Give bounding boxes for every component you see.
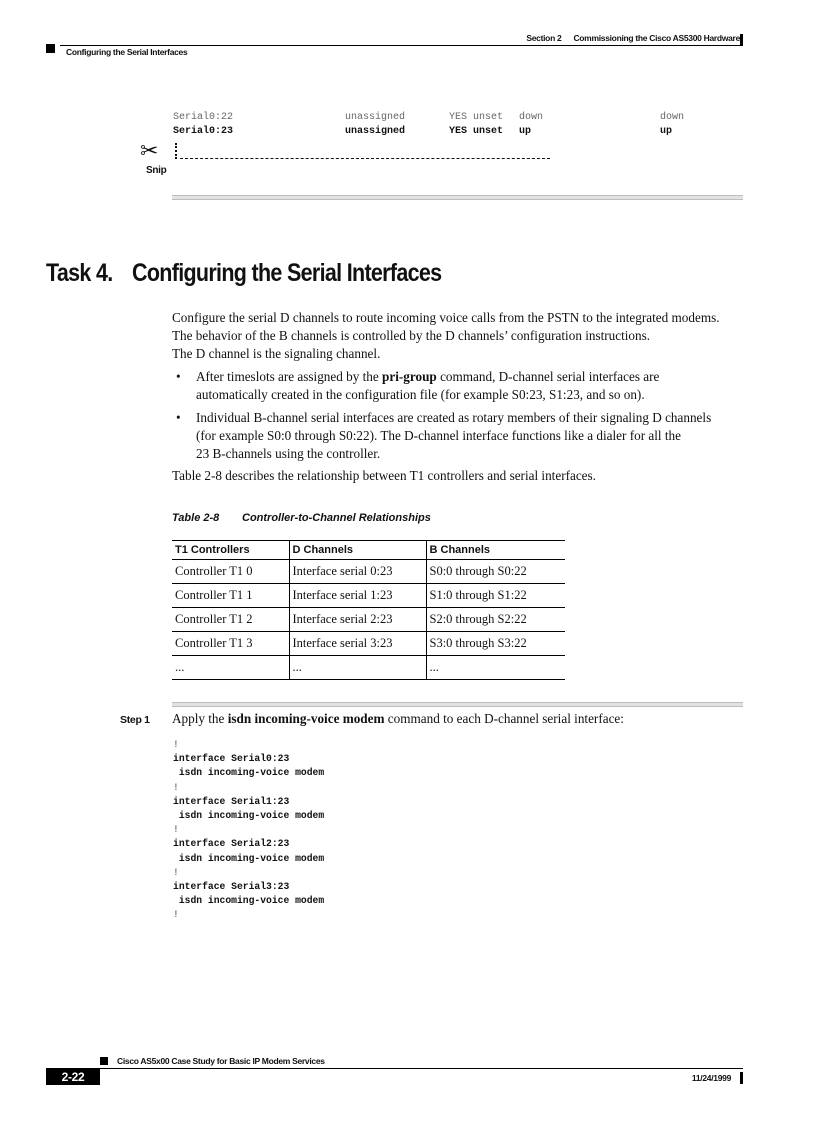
snip-dotted-line (175, 143, 179, 159)
step-divider (172, 702, 743, 707)
output-iface: Serial0:23 (173, 126, 234, 137)
code-line: ! (173, 866, 179, 878)
bullet-text (196, 368, 752, 404)
table-caption-title: Controller-to-Channel Relationships (242, 512, 431, 524)
table-row (172, 608, 565, 632)
bullet-item (172, 368, 752, 404)
snip-dashed-line (180, 158, 550, 159)
table-cell: Controller T1 0 (172, 560, 289, 584)
table-header-cell: B Channels (426, 541, 565, 560)
output-status: down (519, 112, 544, 123)
step-label: Step 1 (120, 714, 150, 726)
footer-square-marker (100, 1057, 108, 1065)
section-title: Commissioning the Cisco AS5300 Hardware (573, 33, 740, 43)
table-cell: S1:0 through S1:22 (426, 584, 565, 608)
bullet-text-segment: automatically created in the configuration file (for example S0:23, S1:23, and so on). (196, 387, 645, 402)
code-line: ! (173, 824, 179, 836)
bullet-text (196, 409, 752, 463)
output-status: up (519, 126, 532, 137)
table-cell: Controller T1 3 (172, 632, 289, 656)
bullet-text-segment: command, D-channel serial interfaces are (436, 369, 660, 384)
footer-date: 11/24/1999 (691, 1073, 731, 1083)
output-ok: YES unset (449, 126, 504, 137)
table-row (172, 584, 565, 608)
footer-rule (46, 1068, 743, 1069)
table-row (172, 560, 565, 584)
snip-marker (140, 141, 560, 181)
table-caption-number: Table 2-8 (172, 512, 220, 524)
table-cell: Controller T1 1 (172, 584, 289, 608)
page-number: 2-22 (46, 1069, 100, 1085)
code-line: isdn incoming-voice modem (173, 852, 325, 864)
bullet-mark: • (176, 410, 181, 425)
step-text-segment: command to each D-channel serial interface: (384, 711, 624, 726)
table-cell: Interface serial 3:23 (289, 632, 426, 656)
table-cell: S0:0 through S0:22 (426, 560, 565, 584)
command-name: isdn incoming-voice modem (227, 711, 385, 726)
section-divider (172, 195, 743, 200)
bullet-text-segment: (for example S0:0 through S0:22). The D-channel interface functions like a dialer for all the (196, 428, 681, 443)
table-cell: S2:0 through S2:22 (426, 608, 565, 632)
table-cell: Interface serial 2:23 (289, 608, 426, 632)
table-header-cell: T1 Controllers (172, 541, 289, 560)
code-line: interface Serial1:23 (173, 795, 290, 807)
code-line: ! (173, 909, 179, 921)
table-header-row (172, 541, 565, 560)
output-ip: unassigned (345, 126, 406, 137)
config-code-block (173, 738, 324, 923)
bullet-mark: • (176, 369, 181, 384)
bullet-text-segment: 23 B-channels using the controller. (196, 446, 381, 461)
output-protocol: down (660, 112, 685, 123)
table-cell: Interface serial 1:23 (289, 584, 426, 608)
table-cell: S3:0 through S3:22 (426, 632, 565, 656)
code-line: interface Serial0:23 (173, 753, 290, 765)
section-number: Section 2 (526, 33, 562, 43)
task-title: Configuring the Serial Interfaces (132, 259, 442, 287)
table-cell: ... (289, 656, 426, 680)
intro-line: Configure the serial D channels to route incoming voice calls from the PSTN to the integrated modems. (172, 310, 720, 325)
footer-book-title: Cisco AS5x00 Case Study for Basic IP Modem Services (117, 1056, 325, 1066)
table-intro: Table 2-8 describes the relationship between T1 controllers and serial interfaces. (172, 468, 596, 483)
code-line: interface Serial3:23 (173, 881, 290, 893)
code-line: ! (173, 781, 179, 793)
table-row (172, 632, 565, 656)
header-square-marker (46, 44, 55, 53)
code-line: isdn incoming-voice modem (173, 810, 325, 822)
output-ok: YES unset (449, 112, 504, 123)
table-cell: ... (172, 656, 289, 680)
output-ip: unassigned (345, 112, 406, 123)
bullet-text-segment: After timeslots are assigned by the (196, 369, 383, 384)
running-head: Configuring the Serial Interfaces (66, 47, 188, 57)
scissors-icon: ✂ (140, 139, 159, 164)
controller-channel-table (172, 540, 565, 680)
table-caption (172, 512, 431, 524)
header-rule (60, 45, 743, 46)
bullet-text-segment: Individual B-channel serial interfaces are created as rotary members of their signaling D channels (196, 410, 712, 425)
page-header-section (526, 33, 740, 43)
code-line: ! (173, 739, 179, 750)
command-name: pri-group (382, 369, 437, 384)
code-line: isdn incoming-voice modem (173, 895, 325, 907)
output-iface: Serial0:22 (173, 112, 234, 123)
snip-label: Snip (146, 165, 167, 176)
intro-line: The behavior of the B channels is controlled by the D channels’ configuration instructions. (172, 328, 651, 343)
table-header-cell: D Channels (289, 541, 426, 560)
bullet-item (172, 409, 752, 463)
task-heading (46, 259, 441, 288)
table-row (172, 656, 565, 680)
step-instruction (172, 711, 624, 727)
code-line: isdn incoming-voice modem (173, 767, 325, 779)
table-cell: ... (426, 656, 565, 680)
code-line: interface Serial2:23 (173, 838, 290, 850)
intro-paragraph (172, 309, 752, 363)
task-number: Task 4. (46, 259, 113, 287)
footer-bar-marker (740, 1072, 743, 1084)
intro-line: The D channel is the signaling channel. (172, 346, 381, 361)
step-text-segment: Apply the (172, 711, 228, 726)
table-cell: Interface serial 0:23 (289, 560, 426, 584)
table-cell: Controller T1 2 (172, 608, 289, 632)
output-protocol: up (660, 126, 673, 137)
